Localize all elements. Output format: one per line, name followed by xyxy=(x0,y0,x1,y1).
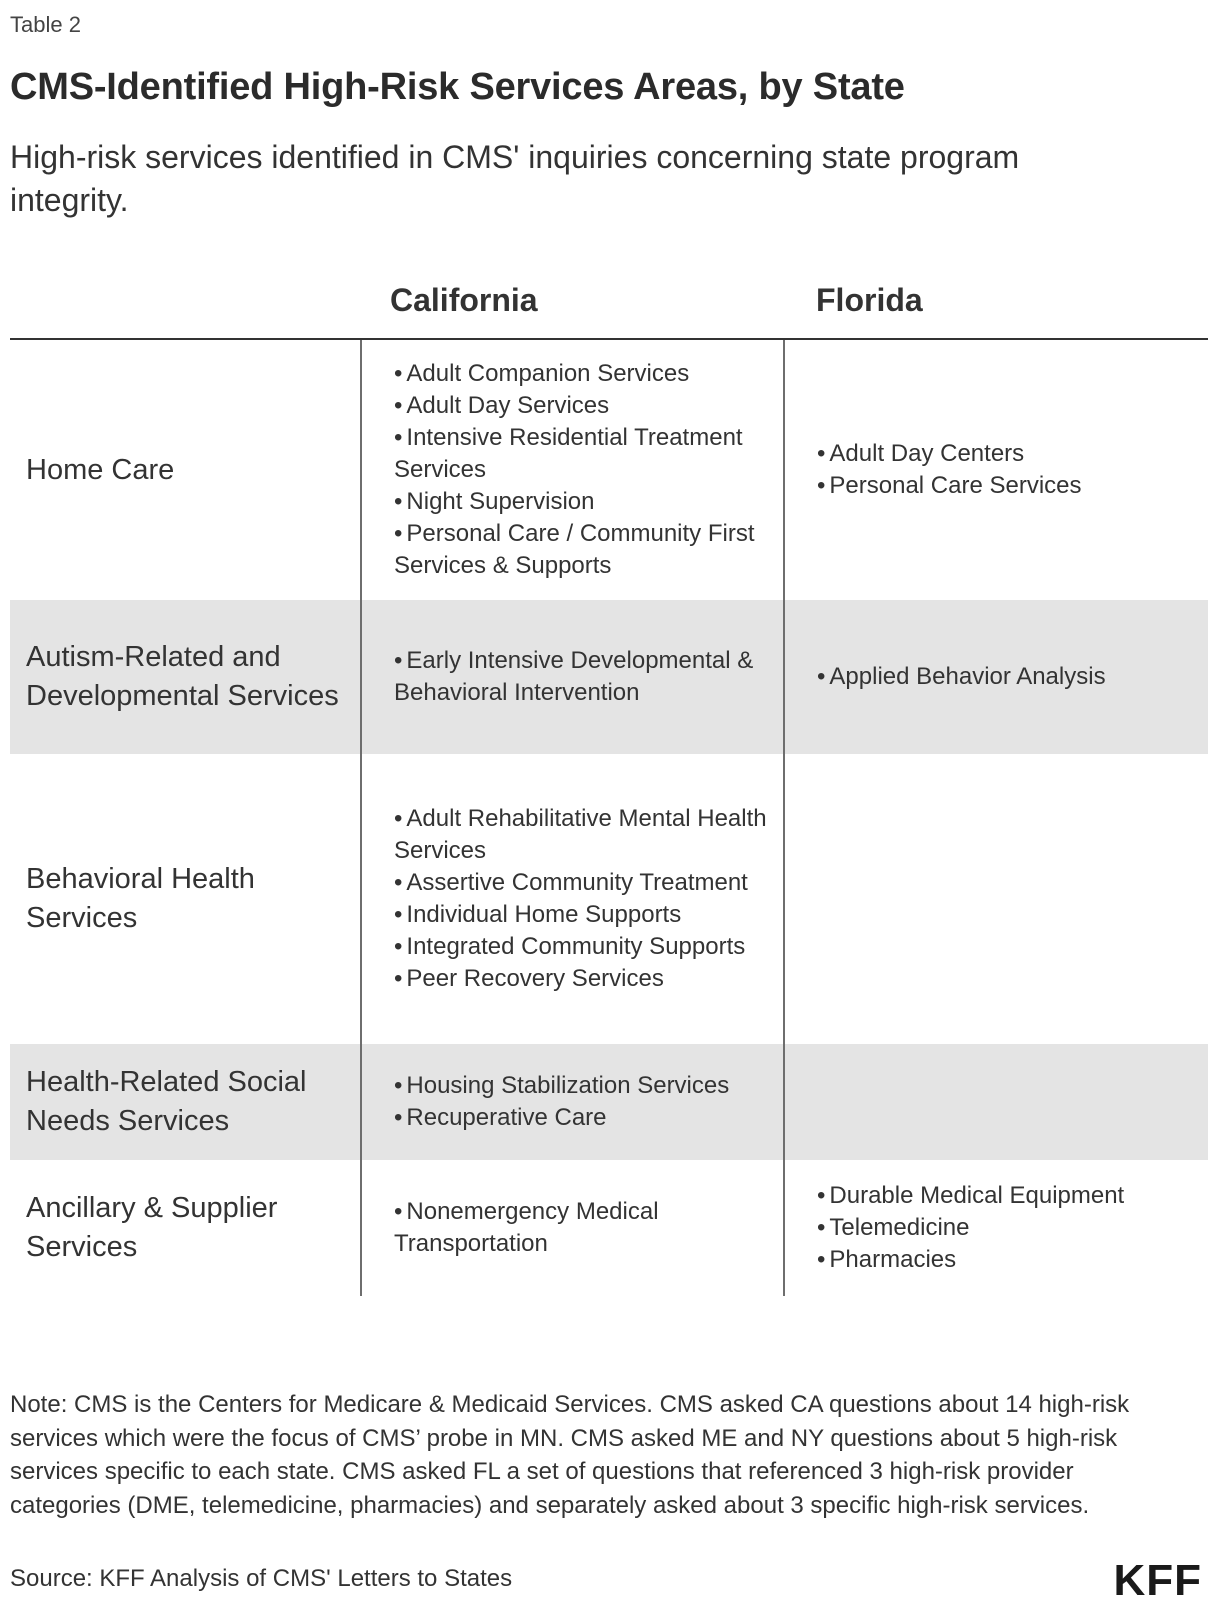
service-label: Applied Behavior Analysis xyxy=(829,663,1106,690)
service-label: Personal Care Services xyxy=(829,472,1082,499)
bullet-icon: • xyxy=(817,1246,826,1273)
bullet-icon: • xyxy=(394,520,403,547)
service-label: Telemedicine xyxy=(829,1214,970,1241)
row-category: Ancillary & Supplier Services xyxy=(26,1192,278,1263)
bullet-icon: • xyxy=(394,1104,403,1131)
bullet-icon: • xyxy=(817,440,826,467)
florida-cell xyxy=(785,340,1208,600)
service-label: Peer Recovery Services xyxy=(406,965,664,992)
bullet-icon: • xyxy=(394,1198,403,1225)
bullet-icon: • xyxy=(817,472,826,499)
service-label: Adult Companion Services xyxy=(406,360,690,387)
service-label: Early Intensive Developmental & Behavioral Intervention xyxy=(394,647,754,706)
bullet-icon: • xyxy=(394,647,403,674)
service-item xyxy=(817,470,1208,502)
service-label: Integrated Community Supports xyxy=(406,933,746,960)
bullet-icon: • xyxy=(394,488,403,515)
service-item xyxy=(394,518,783,582)
column-header-florida: Florida xyxy=(816,282,923,318)
service-label: Nonemergency Medical Transportation xyxy=(394,1198,659,1257)
service-item xyxy=(394,422,783,486)
footnote: Note: CMS is the Centers for Medicare & Medicaid Services. CMS asked CA questions about 14 high-risk services which were the focus of CMS’ probe in MN. CMS asked ME and NY questions about 5 high-risk services specific to each state. CMS asked FL a set of questions that referenced 3 high-risk provider categories (DME, telemedicine, pharmacies) and separately asked about 3 specific high-risk services. xyxy=(10,1391,1130,1519)
service-item xyxy=(394,931,783,963)
service-item xyxy=(394,1102,783,1134)
service-label: Individual Home Supports xyxy=(406,901,682,928)
service-item xyxy=(394,803,783,867)
service-item xyxy=(817,1212,1208,1244)
service-label: Durable Medical Equipment xyxy=(829,1182,1125,1209)
service-item xyxy=(394,867,783,899)
service-label: Assertive Community Treatment xyxy=(406,869,748,896)
bullet-icon: • xyxy=(394,933,403,960)
bullet-icon: • xyxy=(817,1182,826,1209)
service-item xyxy=(394,1070,783,1102)
row-category: Behavioral Health Services xyxy=(26,863,255,934)
service-label: Recuperative Care xyxy=(406,1104,607,1131)
table-row xyxy=(10,754,1208,1044)
table-row xyxy=(10,340,1208,600)
bullet-icon: • xyxy=(394,360,403,387)
page-subtitle: High-risk services identified in CMS' inquiries concerning state program integrity. xyxy=(10,139,1020,218)
bullet-icon: • xyxy=(394,392,403,419)
row-category: Health-Related Social Needs Services xyxy=(26,1066,307,1137)
services-table xyxy=(10,270,1208,1296)
bullet-icon: • xyxy=(394,965,403,992)
table-header xyxy=(10,270,1208,340)
service-item xyxy=(394,358,783,390)
bullet-icon: • xyxy=(394,901,403,928)
california-cell xyxy=(360,340,785,600)
service-item xyxy=(394,645,783,709)
kff-logo: KFF xyxy=(1113,1556,1202,1605)
page-title: CMS-Identified High-Risk Services Areas, by State xyxy=(10,66,905,108)
california-cell xyxy=(360,600,785,754)
bullet-icon: • xyxy=(394,805,403,832)
column-header-california: California xyxy=(390,282,538,318)
service-item xyxy=(817,1180,1208,1212)
florida-cell xyxy=(785,754,1208,1044)
source-line: Source: KFF Analysis of CMS' Letters to States xyxy=(10,1565,513,1592)
service-label: Personal Care / Community First Services & Supports xyxy=(394,520,755,579)
service-item xyxy=(817,661,1208,693)
service-item xyxy=(817,1244,1208,1276)
row-category: Home Care xyxy=(26,453,175,486)
california-cell xyxy=(360,1160,785,1296)
bullet-icon: • xyxy=(817,663,826,690)
bullet-icon: • xyxy=(394,869,403,896)
service-item xyxy=(394,1196,783,1260)
service-item xyxy=(817,438,1208,470)
service-label: Adult Day Centers xyxy=(829,440,1025,467)
bullet-icon: • xyxy=(817,1214,826,1241)
california-cell xyxy=(360,754,785,1044)
service-item xyxy=(394,486,783,518)
service-label: Intensive Residential Treatment Services xyxy=(394,424,743,483)
service-label: Adult Day Services xyxy=(406,392,610,419)
table-row xyxy=(10,600,1208,754)
service-item xyxy=(394,899,783,931)
table-number: Table 2 xyxy=(10,12,81,37)
bullet-icon: • xyxy=(394,424,403,451)
row-category: Autism-Related and Developmental Services xyxy=(26,641,339,712)
bullet-icon: • xyxy=(394,1072,403,1099)
florida-cell xyxy=(785,1044,1208,1160)
service-item xyxy=(394,390,783,422)
table-body xyxy=(10,340,1208,1296)
california-cell xyxy=(360,1044,785,1160)
service-label: Pharmacies xyxy=(829,1246,957,1273)
table-row xyxy=(10,1160,1208,1296)
service-item xyxy=(394,963,783,995)
service-label: Night Supervision xyxy=(406,488,595,515)
florida-cell xyxy=(785,600,1208,754)
service-label: Adult Rehabilitative Mental Health Services xyxy=(394,805,767,864)
florida-cell xyxy=(785,1160,1208,1296)
service-label: Housing Stabilization Services xyxy=(406,1072,730,1099)
table-row xyxy=(10,1044,1208,1160)
